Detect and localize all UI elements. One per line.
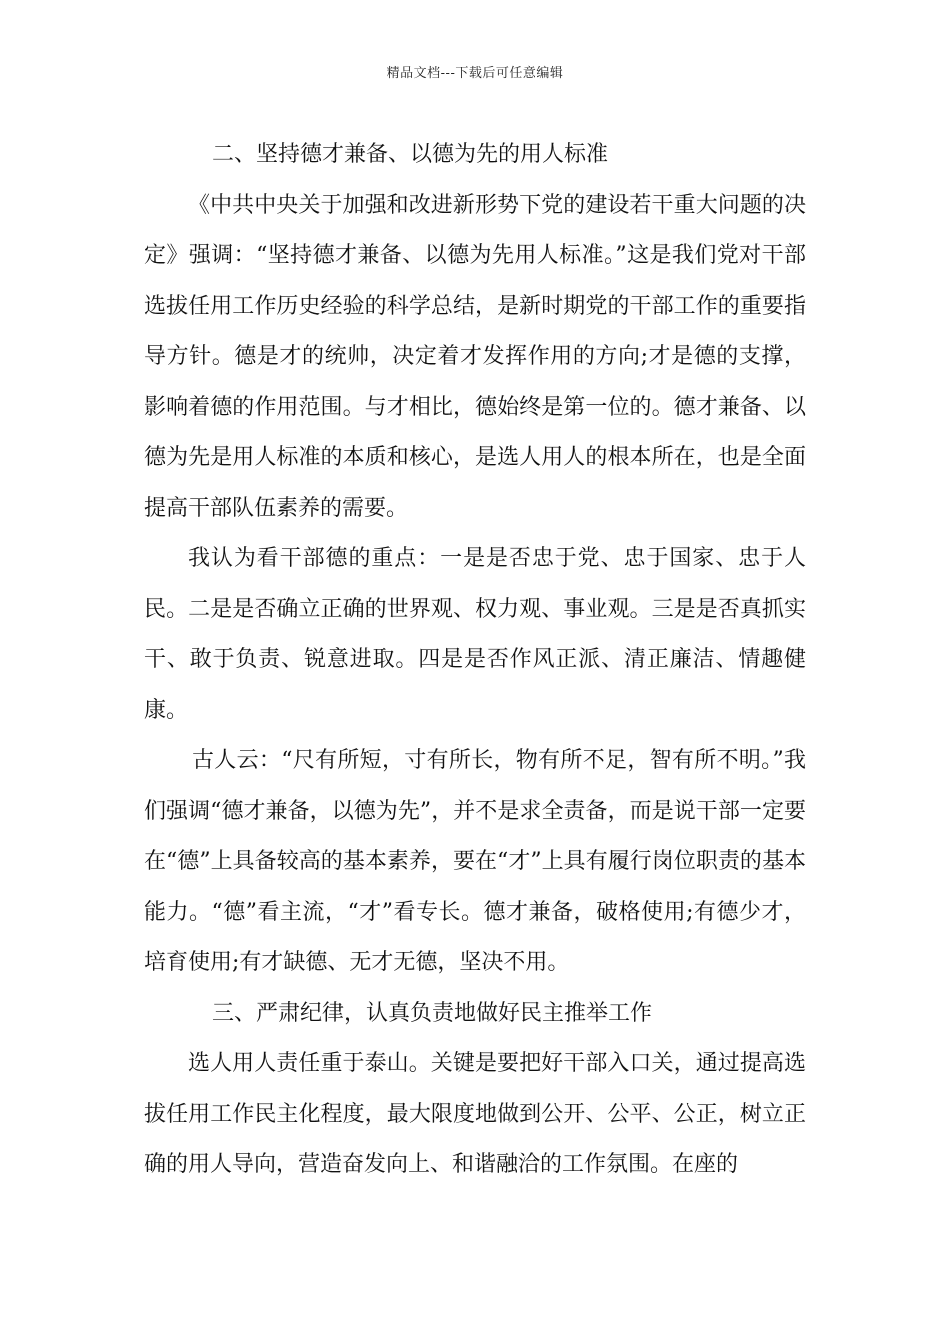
page-header: 精品文档---下载后可任意编辑: [386, 66, 564, 81]
paragraph-3: 古人云：“尺有所短，寸有所长，物有所不足，智有所不明。”我们强调“德才兼备，以德为先”，并不是求全责备，而是说干部一定要在“德”上具备较高的基本素养，要在“才”上具有履行岗位职责的基本能力。“德”看主流，“才”看专长。德才兼备，破格使用;有德少才，培育使用;有才缺德、无才无德，坚决不用。: [144, 748, 806, 975]
section-heading-2: 二、坚持德才兼备、以德为先的用人标准: [212, 142, 609, 167]
paragraph-2: 我认为看干部德的重点：一是是否忠于党、忠于国家、忠于人民。二是是否确立正确的世界观、权力观、事业观。三是是否真抓实干、敢于负责、锐意进取。四是是否作风正派、清正廉洁、情趣健康。: [144, 546, 806, 723]
section-heading-3: 三、严肃纪律，认真负责地做好民主推举工作: [212, 1000, 653, 1026]
document-body: [144, 130, 806, 1191]
paragraph-4: 选人用人责任重于泰山。关键是要把好干部入口关，通过提高选拔任用工作民主化程度，最大限度地做到公开、公平、公正，树立正确的用人导向，营造奋发向上、和谐融洽的工作氛围。在座的: [144, 1051, 806, 1177]
paragraph-1: 《中共中央关于加强和改进新形势下党的建设若干重大问题的决定》强调：“坚持德才兼备、以德为先用人标准。”这是我们党对干部选拔任用工作历史经验的科学总结，是新时期党的干部工作的重要指导方针。德是才的统帅，决定着才发挥作用的方向;才是德的支撑，影响着德的作用范围。与才相比，德始终是第一位的。德才兼备、以德为先是用人标准的本质和核心，是选人用人的根本所在，也是全面提高干部队伍素养的需要。: [144, 192, 806, 521]
